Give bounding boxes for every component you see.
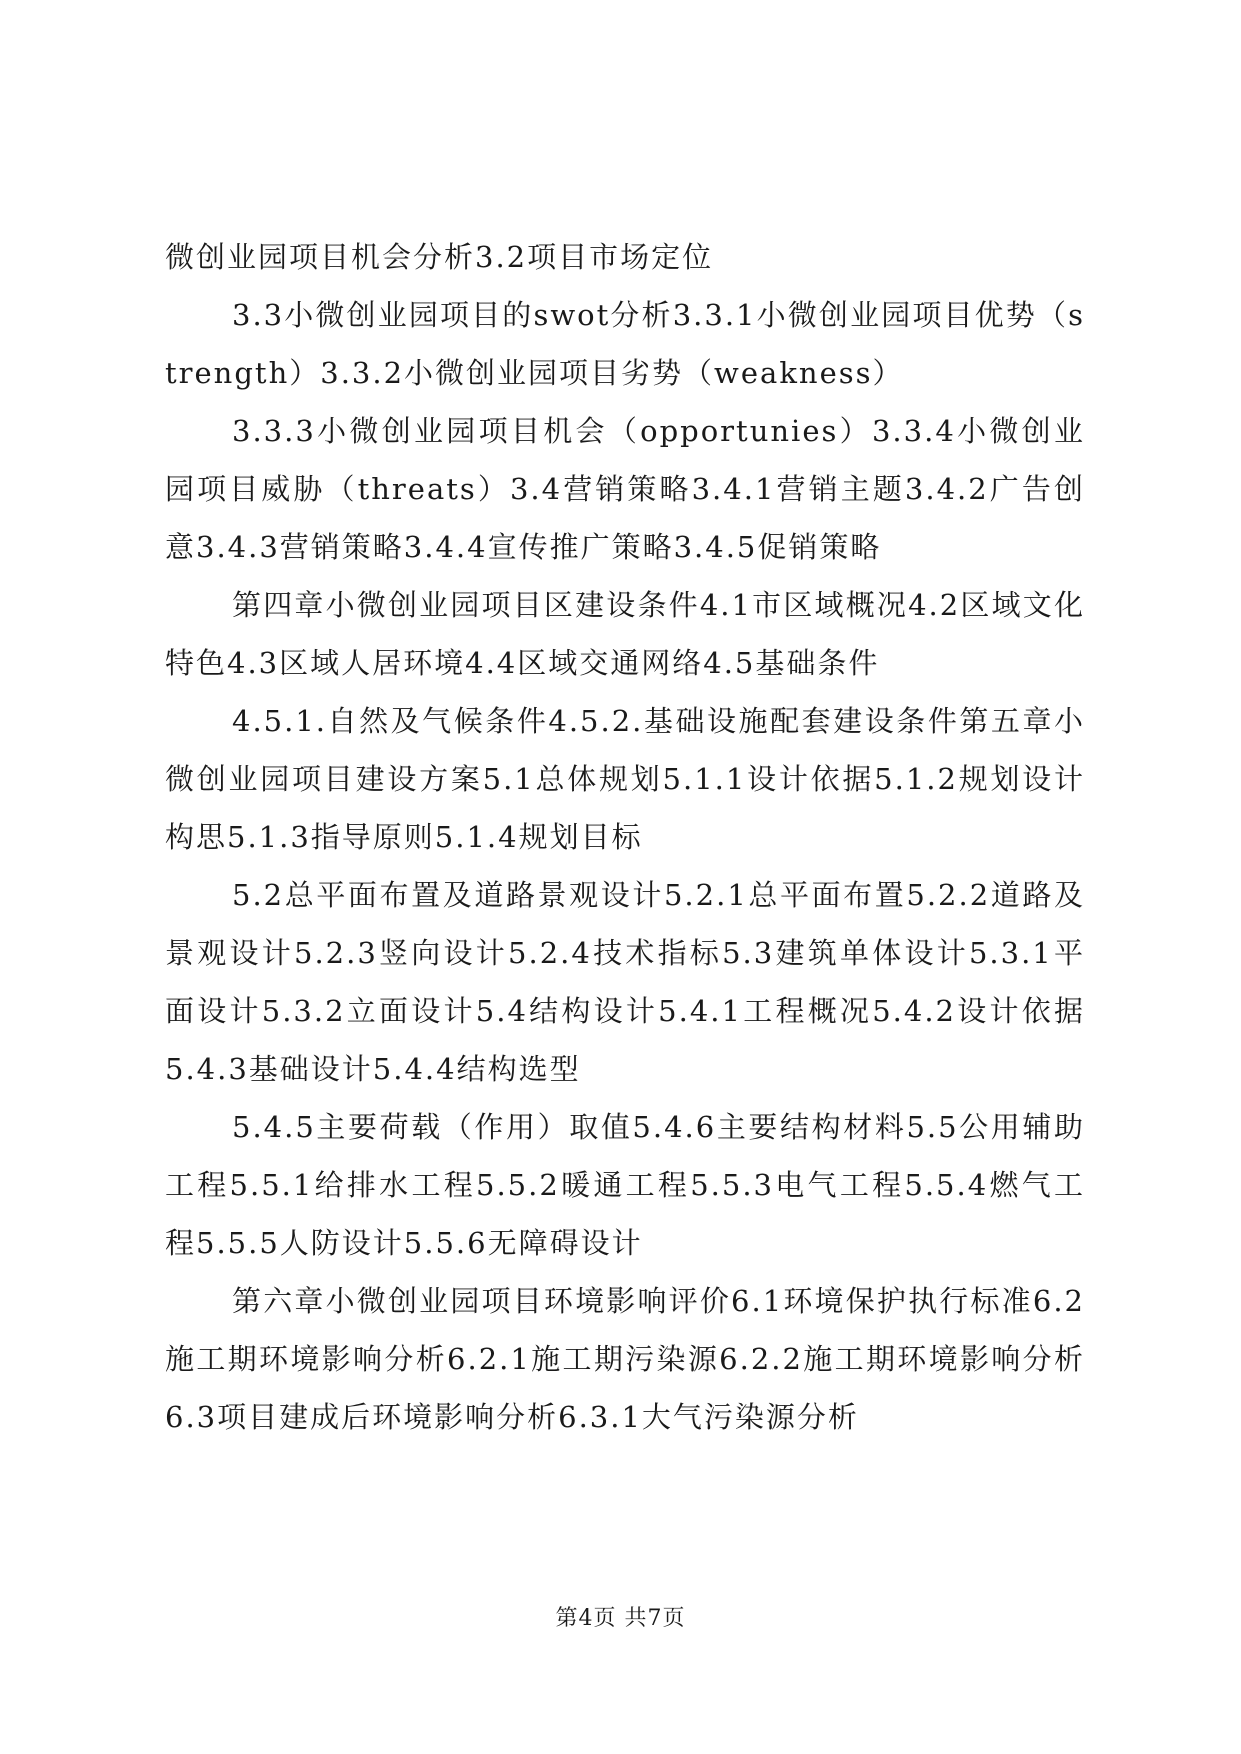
paragraph-2: 3.3小微创业园项目的swot分析3.3.1小微创业园项目优势（strength）3.3.2小微创业园项目劣势（weakness） [165,298,1085,390]
page-footer [0,1604,1241,1634]
paragraph-7: 5.4.5主要荷载（作用）取值5.4.6主要结构材料5.5公用辅助工程5.5.1给排水工程5.5.2暖通工程5.5.3电气工程5.5.4燃气工程5.5.5人防设计5.5.6无障碍设计 [165,1110,1085,1260]
paragraph-8: 第六章小微创业园项目环境影响评价6.1环境保护执行标准6.2施工期环境影响分析6.2.1施工期污染源6.2.2施工期环境影响分析6.3项目建成后环境影响分析6.3.1大气污染源分析 [165,1284,1085,1434]
page-number-label: 第4页 共7页 [555,1606,686,1631]
paragraph-3: 3.3.3小微创业园项目机会（opportunies）3.3.4小微创业园项目威胁（threats）3.4营销策略3.4.1营销主题3.4.2广告创意3.4.3营销策略3.4.4宣传推广策略3.4.5促销策略 [165,414,1085,564]
paragraph-5: 4.5.1.自然及气候条件4.5.2.基础设施配套建设条件第五章小微创业园项目建设方案5.1总体规划5.1.1设计依据5.1.2规划设计构思5.1.3指导原则5.1.4规划目标 [165,704,1085,854]
paragraph-1: 微创业园项目机会分析3.2项目市场定位 [165,240,714,274]
paragraph-6: 5.2总平面布置及道路景观设计5.2.1总平面布置5.2.2道路及景观设计5.2.3竖向设计5.2.4技术指标5.3建筑单体设计5.3.1平面设计5.3.2立面设计5.4结构设计5.4.1工程概况5.4.2设计依据5.4.3基础设计5.4.4结构选型 [165,878,1085,1086]
document-body [165,228,1085,1446]
paragraph-4: 第四章小微创业园项目区建设条件4.1市区域概况4.2区域文化特色4.3区域人居环境4.4区域交通网络4.5基础条件 [165,588,1085,680]
